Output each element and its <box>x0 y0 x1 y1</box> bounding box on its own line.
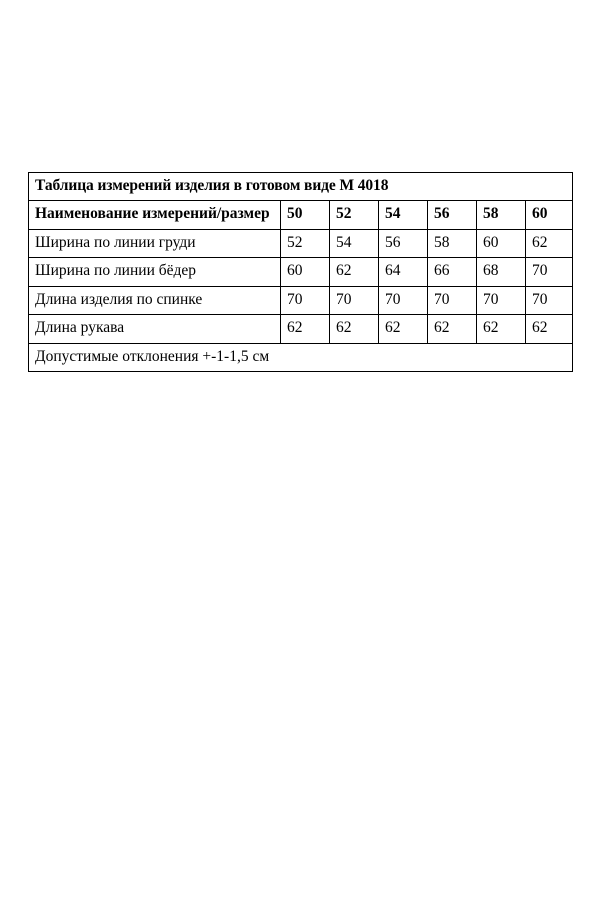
tolerance-note: Допустимые отклонения +-1-1,5 см <box>29 343 573 371</box>
cell-back-60: 70 <box>526 286 573 314</box>
measurements-table <box>28 172 573 372</box>
row-label-back-length: Длина изделия по спинке <box>29 286 281 314</box>
table-row <box>29 286 573 314</box>
row-label-hip-width: Ширина по линии бёдер <box>29 258 281 286</box>
cell-hip-54: 64 <box>379 258 428 286</box>
header-size-58: 58 <box>477 201 526 229</box>
cell-back-58: 70 <box>477 286 526 314</box>
cell-sleeve-52: 62 <box>330 315 379 343</box>
cell-back-54: 70 <box>379 286 428 314</box>
header-measurement-name: Наименование измерений/размер <box>29 201 281 229</box>
cell-back-52: 70 <box>330 286 379 314</box>
table-header-row <box>29 201 573 229</box>
cell-hip-52: 62 <box>330 258 379 286</box>
table-row <box>29 258 573 286</box>
cell-chest-54: 56 <box>379 229 428 257</box>
cell-chest-58: 60 <box>477 229 526 257</box>
cell-hip-50: 60 <box>281 258 330 286</box>
cell-sleeve-54: 62 <box>379 315 428 343</box>
header-size-60: 60 <box>526 201 573 229</box>
cell-sleeve-60: 62 <box>526 315 573 343</box>
row-label-chest-width: Ширина по линии груди <box>29 229 281 257</box>
cell-sleeve-50: 62 <box>281 315 330 343</box>
header-size-52: 52 <box>330 201 379 229</box>
cell-hip-56: 66 <box>428 258 477 286</box>
table-note-row <box>29 343 573 371</box>
header-size-54: 54 <box>379 201 428 229</box>
cell-back-56: 70 <box>428 286 477 314</box>
cell-chest-52: 54 <box>330 229 379 257</box>
cell-chest-56: 58 <box>428 229 477 257</box>
cell-hip-60: 70 <box>526 258 573 286</box>
cell-sleeve-58: 62 <box>477 315 526 343</box>
cell-back-50: 70 <box>281 286 330 314</box>
cell-chest-60: 62 <box>526 229 573 257</box>
table-title: Таблица измерений изделия в готовом виде М 4018 <box>29 173 573 201</box>
table-row <box>29 315 573 343</box>
cell-hip-58: 68 <box>477 258 526 286</box>
table-title-row <box>29 173 573 201</box>
table-row <box>29 229 573 257</box>
header-size-50: 50 <box>281 201 330 229</box>
row-label-sleeve-length: Длина рукава <box>29 315 281 343</box>
header-size-56: 56 <box>428 201 477 229</box>
cell-sleeve-56: 62 <box>428 315 477 343</box>
measurements-table-container <box>28 172 572 372</box>
cell-chest-50: 52 <box>281 229 330 257</box>
